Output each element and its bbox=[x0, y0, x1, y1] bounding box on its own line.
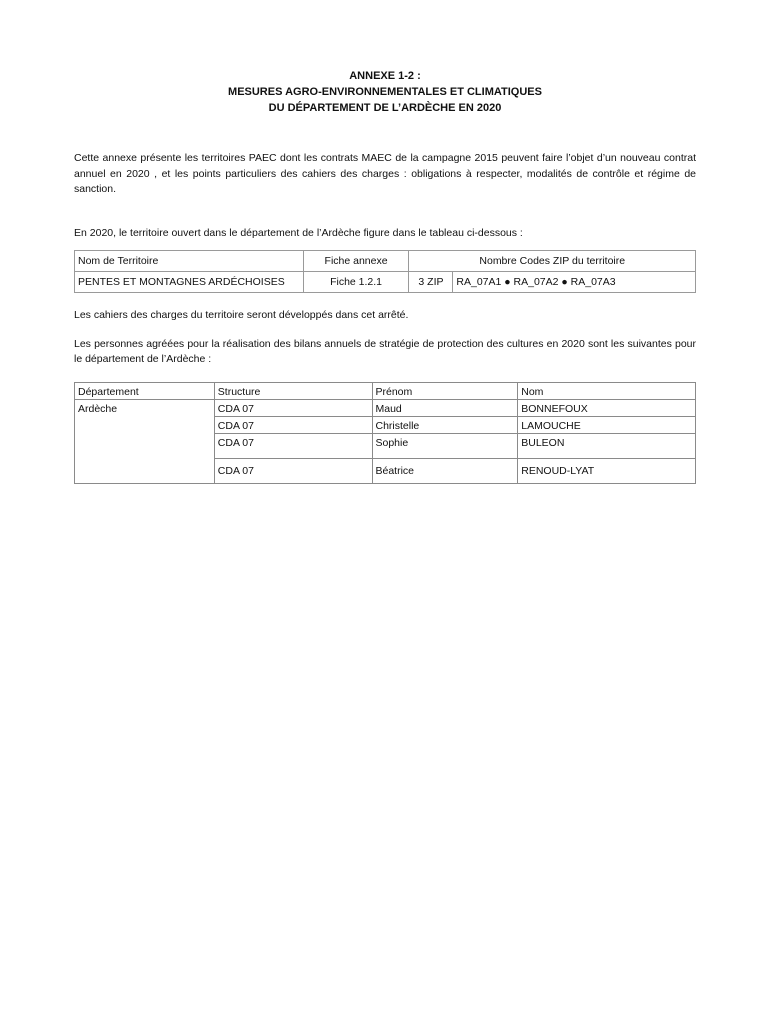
prenom-cell: Maud bbox=[372, 399, 518, 416]
nom-cell: BONNEFOUX bbox=[518, 399, 696, 416]
territory-name-cell: PENTES ET MONTAGNES ARDÉCHOISES bbox=[75, 272, 304, 293]
document-title bbox=[74, 68, 696, 116]
header-cell-departement: Département bbox=[75, 382, 215, 399]
header-cell-nom: Nom bbox=[518, 382, 696, 399]
territory-zip-count-cell: 3 ZIP bbox=[409, 272, 453, 293]
document-page bbox=[74, 68, 696, 484]
header-cell-structure: Structure bbox=[214, 382, 372, 399]
header-cell-prenom: Prénom bbox=[372, 382, 518, 399]
header-cell-zip: Nombre Codes ZIP du territoire bbox=[409, 251, 696, 272]
cahiers-paragraph: Les cahiers des charges du territoire seront développés dans cet arrêté. bbox=[74, 309, 409, 321]
territory-intro-paragraph: En 2020, le territoire ouvert dans le département de l’Ardèche figure dans le tableau ci-dessous : bbox=[74, 226, 523, 239]
persons-table-header-row bbox=[75, 382, 696, 399]
territory-table-row bbox=[75, 272, 696, 293]
header-cell-fiche: Fiche annexe bbox=[303, 251, 409, 272]
territory-fiche-cell: Fiche 1.2.1 bbox=[303, 272, 409, 293]
prenom-cell: Christelle bbox=[372, 416, 518, 433]
table-row bbox=[75, 399, 696, 416]
header-cell-territory: Nom de Territoire bbox=[75, 251, 304, 272]
department-cell: Ardèche bbox=[75, 399, 215, 483]
structure-cell: CDA 07 bbox=[214, 399, 372, 416]
territory-table-header-row bbox=[75, 251, 696, 272]
territory-table bbox=[74, 250, 696, 293]
structure-cell: CDA 07 bbox=[214, 433, 372, 458]
territory-zip-codes-cell: RA_07A1 ● RA_07A2 ● RA_07A3 bbox=[453, 272, 696, 293]
nom-cell: BULEON bbox=[518, 433, 696, 458]
nom-cell: RENOUD-LYAT bbox=[518, 458, 696, 483]
intro-paragraph: Cette annexe présente les territoires PAEC dont les contrats MAEC de la campagne 2015 peuvent faire l’objet d’un nouveau contrat annuel en 2020 , et les points particuliers des cahiers des charges : obligations à respecter, modalités de contrôle et régime de sanction. bbox=[74, 152, 696, 195]
prenom-cell: Sophie bbox=[372, 433, 518, 458]
structure-cell: CDA 07 bbox=[214, 416, 372, 433]
title-line-1: ANNEXE 1-2 : bbox=[349, 70, 421, 82]
title-line-3: DU DÉPARTEMENT DE L’ARDÈCHE EN 2020 bbox=[268, 102, 502, 114]
persons-intro-paragraph: Les personnes agréées pour la réalisation des bilans annuels de stratégie de protection des cultures en 2020 sont les suivantes pour le département de l’Ardèche : bbox=[74, 337, 696, 365]
title-line-2: MESURES AGRO-ENVIRONNEMENTALES ET CLIMATIQUES bbox=[228, 86, 542, 98]
persons-table bbox=[74, 382, 696, 484]
prenom-cell: Béatrice bbox=[372, 458, 518, 483]
nom-cell: LAMOUCHE bbox=[518, 416, 696, 433]
structure-cell: CDA 07 bbox=[214, 458, 372, 483]
